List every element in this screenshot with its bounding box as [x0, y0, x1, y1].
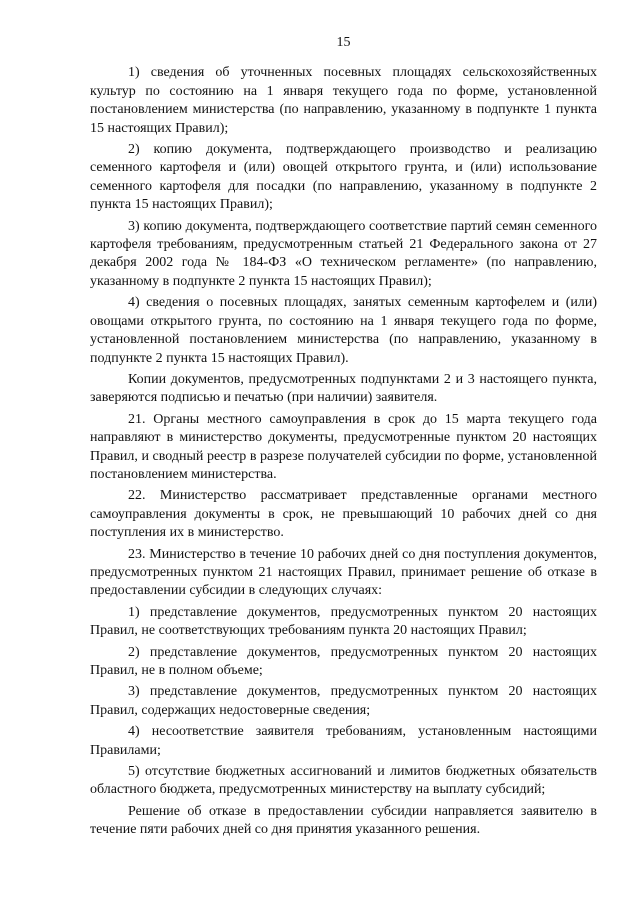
paragraph-copies-note: Копии документов, предусмотренных подпунктами 2 и 3 настоящего пункта, заверяются подписью и печатью (при наличии) заявителя.	[90, 371, 597, 406]
paragraph-item-2: 2) копию документа, подтверждающего производство и реализацию семенного картофеля и (или) овощей открытого грунта, и (или) использование семенного картофеля для посадки (по направлению, указанному в подпункте 2 пункта 15 настоящих Правил);	[90, 142, 597, 213]
paragraph-refusal-reason-1: 1) представление документов, предусмотренных пунктом 20 настоящих Правил, не соответствующих требованиям пункта 20 настоящих Правил;	[90, 604, 597, 639]
paragraph-item-3: 3) копию документа, подтверждающего соответствие партий семян семенного картофеля требованиям, предусмотренным статьей 21 Федерального закона от 27 декабря 2002 года № 184-ФЗ «О техническом регламенте» (по направлению, указанному в подпункте 2 пункта 15 настоящих Правил);	[90, 218, 597, 289]
paragraph-refusal-reason-2: 2) представление документов, предусмотренных пунктом 20 настоящих Правил, не в полном объеме;	[90, 644, 597, 678]
paragraph-item-4: 4) сведения о посевных площадях, занятых семенным картофелем и (или) овощами открытого грунта, по состоянию на 1 января текущего года по форме, установленной постановлением министерства (по направлению, указанному в подпункте 2 пункта 15 настоящих Правил).	[90, 295, 597, 366]
paragraph-refusal-reason-4: 4) несоответствие заявителя требованиям, установленным настоящими Правилами;	[90, 724, 597, 758]
paragraph-clause-22: 22. Министерство рассматривает представленные органами местного самоуправления документы в срок, не превышающий 10 рабочих дней со дня поступления их в министерство.	[90, 488, 597, 541]
paragraph-item-1: 1) сведения об уточненных посевных площадях сельскохозяйственных культур по состоянию на 1 января текущего года по форме, установленной постановлением министерства (по направлению, указанному в подпункте 1 пункта 15 настоящих Правил);	[90, 65, 597, 136]
document-page	[90, 34, 597, 843]
paragraph-refusal-notice: Решение об отказе в предоставлении субсидии направляется заявителю в течение пяти рабочих дней со дня принятия указанного решения.	[90, 803, 597, 838]
paragraph-clause-23: 23. Министерство в течение 10 рабочих дней со дня поступления документов, предусмотренных пунктом 21 настоящих Правил, принимает решение об отказе в предоставлении субсидии в следующих случаях:	[90, 546, 597, 599]
paragraph-refusal-reason-3: 3) представление документов, предусмотренных пунктом 20 настоящих Правил, содержащих недостоверные сведения;	[90, 684, 597, 718]
paragraph-clause-21: 21. Органы местного самоуправления в срок до 15 марта текущего года направляют в министерство документы, предусмотренные пунктом 20 настоящих Правил, и сводный реестр в разрезе получателей субсидии по форме, установленной постановлением министерства.	[90, 411, 597, 482]
paragraph-refusal-reason-5: 5) отсутствие бюджетных ассигнований и лимитов бюджетных обязательств областного бюджета, предусмотренных министерству на выплату субсидий;	[90, 764, 597, 798]
page-number: 15	[336, 35, 351, 50]
